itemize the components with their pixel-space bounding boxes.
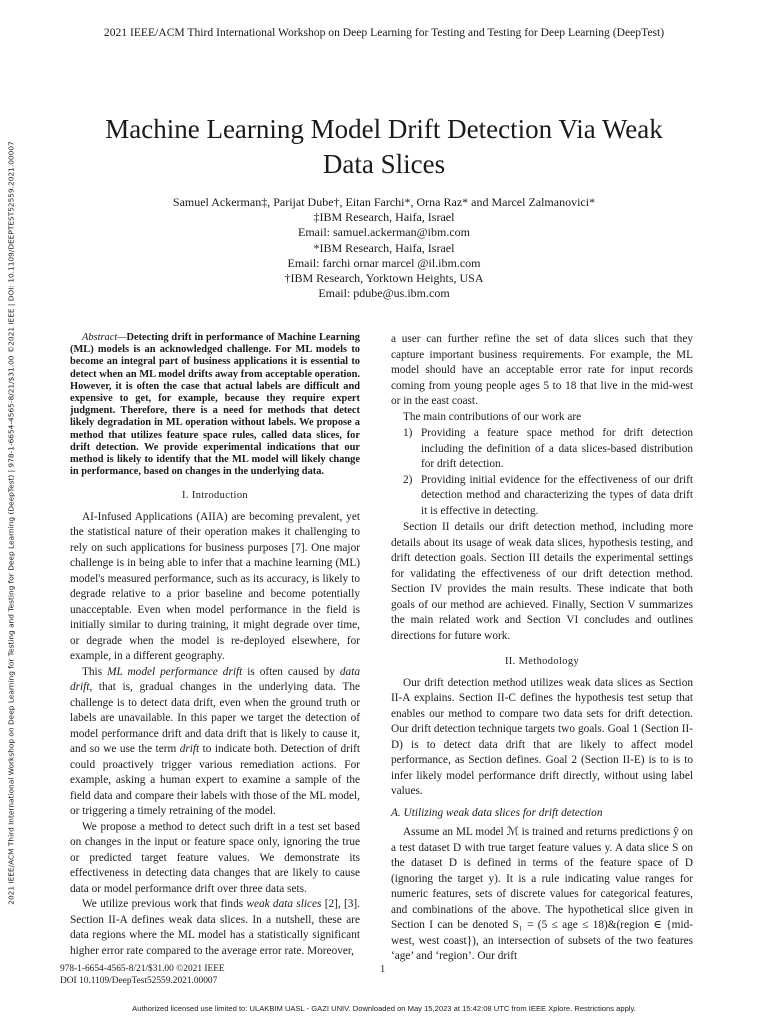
side-doi-strip: [4, 70, 18, 975]
page-number: 1: [380, 964, 386, 975]
author-block: [80, 195, 688, 301]
abstract: [70, 332, 360, 478]
text-run: This: [82, 665, 108, 678]
title-line-1: Machine Learning Model Drift Detection Via Weak: [105, 114, 663, 144]
list-item: [391, 426, 693, 473]
license-notice: Authorized licensed use limited to: ULAKBIM UASL - GAZI UNIV. Downloaded on May 15,2023 at 15:42:08 UTC from IEEE Xplore. Restrictions apply.: [132, 1004, 636, 1013]
conference-header: 2021 IEEE/ACM Third International Workshop on Deep Learning for Testing and Testing for Deep Learning (DeepTest): [103, 26, 665, 39]
contributions-intro: The main contributions of our work are: [403, 410, 582, 423]
list-number: 1): [403, 427, 413, 439]
list-number: 2): [403, 473, 413, 486]
side-doi-text: 2021 IEEE/ACM Third International Workshop on Deep Learning for Testing and Testing for Deep Learning (DeepTest) | 978-1-6654-4565-8/21/$31.00 ©2021 IEEE | DOI: 10.1109/DEEPTEST52559.2021.00007: [6, 140, 16, 905]
method-paragraph-1: Our drift detection method utilizes weak data slices as Section II-A explains. Section II-C defines the hypothesis test setup that enables our method to compare two data sets for drift detection. Our drift detection technique targets two goals. Goal 1 (Section II-D) is to detect data drift that are likely to affect model performance, as Section defines. Goal 2 (Section II-E) is to is to infer likely model performance drift directly, without using label values.: [391, 676, 693, 797]
text-run: [2], [3]. Section II-A defines weak data slices. In a nutshell, these are data regions where the ML model has a statistically significant higher error rate compared to the average error rate. Moreover,: [70, 898, 360, 957]
list-text: Providing a feature space method for drift detection including the definition of a data slices-based distribution for drift detection.: [421, 427, 693, 470]
affiliation-1: ‡IBM Research, Haifa, Israel: [313, 210, 455, 225]
email-2: Email: farchi ornar marcel @il.ibm.com: [287, 255, 481, 270]
affiliation-2: *IBM Research, Haifa, Israel: [313, 240, 455, 255]
intro-paragraph-3: We propose a method to detect such drift in a test set based on changes in the input or feature space only, ignoring the true or predicted target feature values. We demonstrate its effectiveness in detecting data changes that are likely to cause data or model performance drift over three data sets.: [70, 820, 360, 895]
paper-title: [64, 112, 704, 182]
section-heading-introduction: I. Introduction: [181, 490, 249, 502]
affiliation-3: †IBM Research, Yorktown Heights, USA: [284, 271, 484, 286]
section-heading-methodology: II. Methodology: [504, 656, 580, 667]
email-3: Email: pdube@us.ibm.com: [318, 286, 450, 301]
method-paragraph-2: Assume an ML model ℳ is trained and returns predictions ŷ on a test dataset D with true target feature values y. A data slice S on the dataset D is defined in terms of the feature space of D (ignoring the target y). It is a rule indicating value ranges for numeric features, sets of discrete values for categorical features, and combinations of the above. The hypothetical slice given in Section I can be denoted S₁ = (5 ≤ age ≤ 18)&(region ∈ {mid-west, west coast}), an intersection of subsets of the two features ‘age’ and ‘region’. Our drift: [391, 826, 693, 962]
text-run: is often caused by: [242, 665, 340, 678]
emphasis: ML model performance drift: [107, 665, 243, 678]
emphasis: data drift: [70, 665, 360, 694]
footer-identifiers: [60, 964, 225, 987]
text-run: We utilize previous work that finds: [82, 898, 247, 911]
text-run: to indicate both. Detection of drift could proactively trigger various remediation actions. For example, asking a human expert to examine a sample of the field data and compare their labels with those of the ML model, or triggering a timely retraining of the model.: [70, 743, 360, 818]
author-names: Samuel Ackerman‡, Parijat Dube†, Eitan Farchi*, Orna Raz* and Marcel Zalmanovici*: [172, 195, 596, 209]
emphasis: weak data slices: [246, 898, 322, 911]
text-run: , that is, gradual changes in the underlying data. The challenge is to detect data drift, even when the ground truth or labels are unavailable. In this paper we target the detection of model performance drift and data drift that is likely to cause it, and so we use the term: [70, 681, 360, 756]
right-column: [391, 332, 693, 965]
footer-doi: DOI 10.1109/DeepTest52559.2021.00007: [60, 975, 218, 986]
intro-paragraph-1: AI-Infused Applications (AIIA) are becoming prevalent, yet the statistical nature of their operation makes it challenging to rely on such applications for business purposes [7]. One major challenge is in being able to infer that a machine learning (ML) model's measured performance, such as its accuracy, is likely to degrade relative to a prior baseline and become potentially unacceptable. Even when model performance in the field is initially similar to during training, it might degrade over time, or degrade when the model is re-deployed elsewhere, for example, in a different geography.: [70, 510, 360, 663]
left-column: [70, 332, 360, 959]
contributions-list: [391, 426, 693, 519]
emphasis: drift: [179, 743, 200, 756]
intro-paragraph-4: [70, 897, 360, 959]
title-line-2: Data Slices: [322, 149, 446, 179]
list-text: Providing initial evidence for the effectiveness of our drift detection method and characterizing the types of data drift it is effective in detecting.: [421, 473, 693, 517]
abstract-text: Detecting drift in performance of Machine Learning (ML) models is an acknowledged challenge. For ML models to become an integral part of business applications it is essential to detect when an ML model drifts away from acceptable operation. However, it is often the case that actual labels are difficult and expensive to get, for example, because they require expert judgment. Therefore, there is a need for methods that detect likely degradation in ML operation without labels. We propose a method that utilizes feature space rules, called data slices, for drift detection. We provide experimental indications that our method is likely to identify that the ML model will likely change in performance, based on changes in the underlying data.: [70, 332, 360, 478]
email-1: Email: samuel.ackerman@ibm.com: [298, 225, 470, 240]
footer-isbn: 978-1-6654-4565-8/21/$31.00 ©2021 IEEE: [60, 964, 225, 974]
subsection-heading: A. Utilizing weak data slices for drift detection: [391, 806, 603, 819]
abstract-lead: Abstract—: [82, 332, 127, 343]
paper-outline-paragraph: Section II details our drift detection method, including more details about its usage of weak data slices, hypothesis testing, and drift detection goals. Section III details the experimental settings for validating the effectiveness of our drift detection method. Section IV provides the main results. These indicate that both goals of our method are achieved. Finally, Section V summarizes the main related work and Section VI concludes and outlines directions for future work.: [391, 521, 693, 642]
list-item: [391, 473, 693, 520]
intro-paragraph-2: [70, 665, 360, 820]
intro-paragraph-5: a user can further refine the set of data slices such that they capture important business requirements. For example, the ML model should have an acceptable error rate for input records coming from young people ages 5 to 18 that live in the mid-west or in the east coast.: [391, 333, 693, 407]
